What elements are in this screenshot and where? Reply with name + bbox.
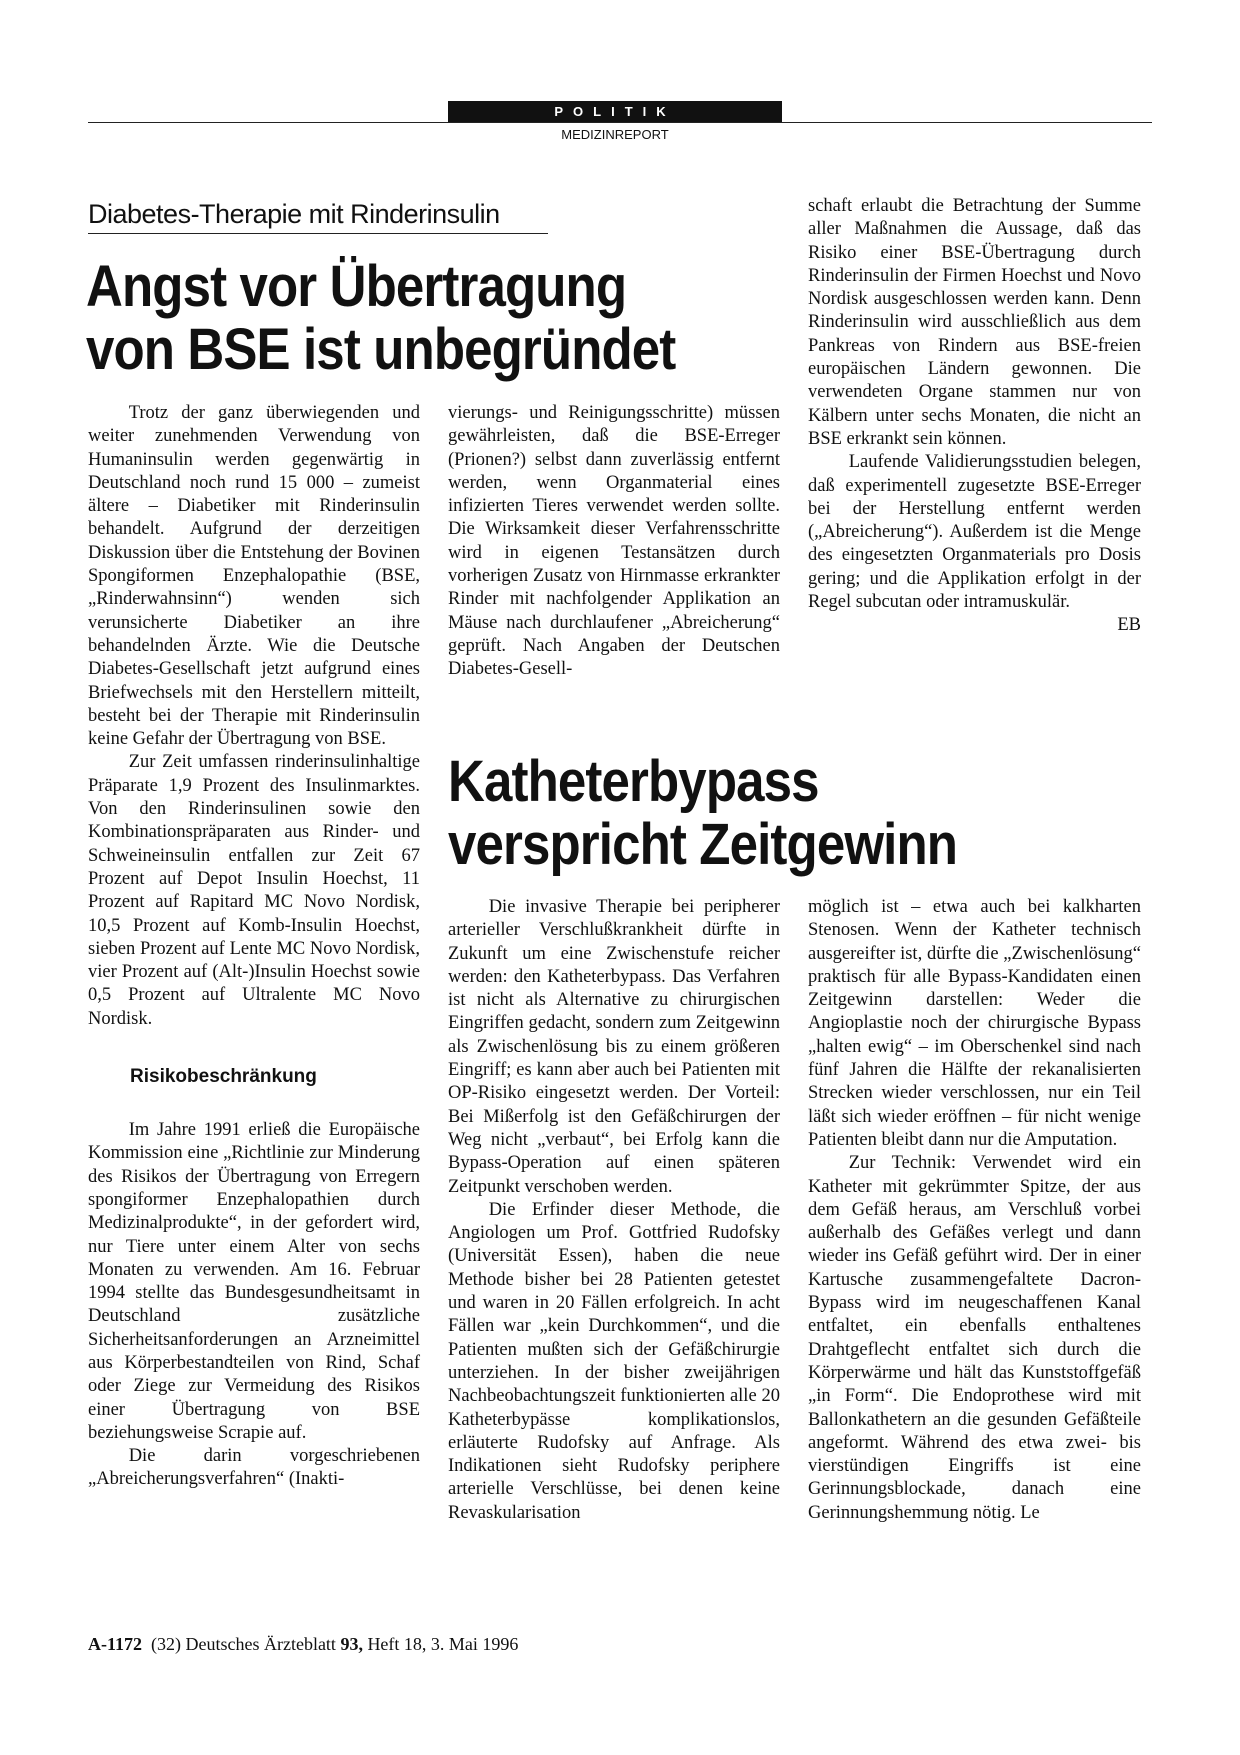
footer-issue: Heft 18, 3. Mai 1996 [362,1634,519,1654]
article1-paragraph: Die darin vorgeschriebenen „Abreicherungsverfahren“ (Inakti- [88,1446,420,1490]
section-label: POLITIK [448,101,782,122]
article1-paragraph: Zur Zeit umfassen rinderinsulinhaltige Präparate 1,9 Prozent des Insulinmarktes. Von den Rinderinsulinen sowie den Kombinationspräparaten aus Rinder- und Schweineinsulin entfallen zur Zeit 67 Prozent auf Depot Insulin Hoechst, 11 Prozent auf Rapitard MC Novo Nordisk, 10,5 Prozent auf Komb-Insulin Hoechst, sieben Prozent auf Lente MC Novo Nordisk, vier Prozent auf (Alt-)Insulin Hoechst sowie 0,5 Prozent auf Ultralente MC Novo Nordisk. [88,752,420,1029]
article2-paragraph: Die invasive Therapie bei peripherer arterieller Verschlußkrankheit dürfte in Zukunft um eine Zwischenstufe reicher werden: den Katheterbypass. Das Verfahren ist nicht als Alternative zu chirurgischen Eingriffen gedacht, sondern zum Zeitgewinn als Zwischenlösung bis zu einem größeren Eingriff; es kann aber auch bei Patienten mit OP-Risiko eingesetzt werden. Der Vorteil: Bei Mißerfolg ist den Gefäßchirurgen der Weg nicht „verbaut“, bei Erfolg kann die Bypass-Operation auf einen späteren Zeitpunkt verschoben werden. [448,897,780,1197]
article1-headline-line2: von BSE ist unbegründet [86,317,676,382]
subsection-label: MEDIZINREPORT [561,127,669,142]
author-signature: EB [1117,615,1141,636]
article2-headline-line2: verspricht Zeitgewinn [448,812,958,877]
subheading-risikobeschraenkung: Risikobeschränkung [130,1066,317,1088]
article1-column3 [808,195,1141,638]
article1-column1 [88,402,420,1492]
article1-headline-line1: Angst vor Übertragung [86,254,627,319]
footer-volume: 93, [340,1634,363,1654]
article1-paragraph: vierungs- und Reinigungsschritte) müssen gewährleisten, daß die BSE-Erreger (Prionen?) selbst dann zuverlässig entfernt werden, wenn Organmaterial eines infizierten Tieres verwendet werden sollte. Die Wirksamkeit dieser Verfahrensschritte wird in eigenen Testansätzen durch vorherigen Zusatz von Hirnmasse erkrankter Rinder mit nachfolgender Applikation an Mäuse nach durchlaufener „Abreicherung“ geprüft. Nach Angaben der Deutschen Diabetes-Gesell- [448,403,780,680]
article2-paragraph: Zur Technik: Verwendet wird ein Katheter mit gekrümmter Spitze, der aus dem Gefäß heraus, am Verschluß vorbei außerhalb des Gefäßes verlegt und dann wieder ins Gefäß geführt wird. Der in einer Kartusche zusammengefaltete Dacron-Bypass wird im neugeschaffenen Kanal entfaltet, ein ebenfalls enthaltenes Drahtgeflecht entfaltet sich durch die Körperwärme und hält das Kunststoffgefäß „in Form“. Die Endoprothese wird mit Ballonkathetern an die gesunden Gefäßteile angeformt. Während des etwa zwei- bis vierstündigen Eingriffs ist eine Gerinnungsblockade, danach eine Gerinnungshemmung nötig. Le [808,1153,1141,1523]
article1-kicker: Diabetes-Therapie mit Rinderinsulin [88,197,548,234]
article2-paragraph: möglich ist – etwa auch bei kalkharten Stenosen. Wenn der Katheter technisch ausgereifter ist, dürfte die „Zwischenlösung“ praktisch für alle Bypass-Kandidaten einen Zeitgewinn darstellen: Weder die Angioplastie noch der chirurgische Bypass „halten ewig“ – im Oberschenkel sind nach fünf Jahren die Hälfte der rekanalisierten Strecken wieder verschlossen, nur ein Teil läßt sich wieder eröffnen – für nicht wenige Patienten bleibt dann nur die Amputation. [808,897,1141,1150]
article1-paragraph: schaft erlaubt die Betrachtung der Summe aller Maßnahmen die Aussage, daß das Risiko einer BSE-Übertragung durch Rinderinsulin der Firmen Hoechst und Novo Nordisk ausgeschlossen werden kann. Denn Rinderinsulin wird ausschließlich aus dem Pankreas von Rindern aus BSE-freien europäischen Ländern gewonnen. Die verwendeten Organe stammen nur von Kälbern unter sechs Monaten, die nicht an BSE erkrankt sein können. [808,196,1141,449]
article1-headline [86,255,675,381]
article1-paragraph: Laufende Validierungsstudien belegen, daß experimentell zugesetzte BSE-Erreger bei der Herstellung entfernt werden („Abreicherung“). Außerdem ist die Menge des eingesetzten Organmaterials pro Dosis gering; und die Applikation erfolgt in der Regel subcutan oder intramuskulär. [808,452,1141,613]
header-rule [88,122,1152,123]
article1-paragraph: Im Jahre 1991 erließ die Europäische Kommission eine „Richtlinie zur Minderung des Risikos der Übertragung von Erregern spongiformer Enzephalopathien durch Medizinalprodukte“, in der gefordert wird, nur Tiere unter einem Alter von sechs Monaten zu verwenden. Am 16. Februar 1994 stellte das Bundesgesundheitsamt in Deutschland zusätzliche Sicherheitsanforderungen an Arzneimittel aus Körperbestandteilen von Rind, Schaf oder Ziege zur Vermeidung des Risikos einer Übertragung von BSE beziehungsweise Scrapie auf. [88,1120,420,1443]
article2-headline-line1: Katheterbypass [448,749,819,814]
article1-column2 [448,402,780,682]
page-footer [88,1633,518,1655]
article2-column2 [448,896,780,1525]
article2-paragraph: Die Erfinder dieser Methode, die Angiologen um Prof. Gottfried Rudofsky (Universität Essen), haben die neue Methode bisher bei 28 Patienten getestet und waren in 20 Fällen erfolgreich. In acht Fällen war „kein Durchkommen“, und die Patienten mußten sich der Gefäßchirurgie unterziehen. In der bisher zweijährigen Nachbeobachtungszeit funktionierten alle 20 Katheterbypässe komplikationslos, erläuterte Rudofsky auf Anfrage. Als Indikationen sieht Rudofsky periphere arterielle Verschlüsse, bei denen keine Revaskularisation [448,1199,780,1523]
article2-column3 [808,896,1141,1525]
footer-source: (32) Deutsches Ärzteblatt [151,1634,341,1654]
article2-headline [448,750,957,876]
page-number: A-1172 [88,1634,142,1654]
article1-paragraph: Trotz der ganz überwiegenden und weiter zunehmenden Verwendung von Humaninsulin werden gegenwärtig in Deutschland noch rund 15 000 – zumeist ältere – Diabetiker mit Rinderinsulin behandelt. Aufgrund der derzeitigen Diskussion über die Entstehung der Bovinen Spongiformen Enzephalopathie (BSE, „Rinderwahnsinn“) wenden sich verunsicherte Diabetiker an ihre behandelnden Ärzte. Wie die Deutsche Diabetes-Gesellschaft jetzt aufgrund eines Briefwechsels mit den Herstellern mitteilt, besteht bei der Therapie mit Rinderinsulin keine Gefahr der Übertragung von BSE. [88,403,420,750]
